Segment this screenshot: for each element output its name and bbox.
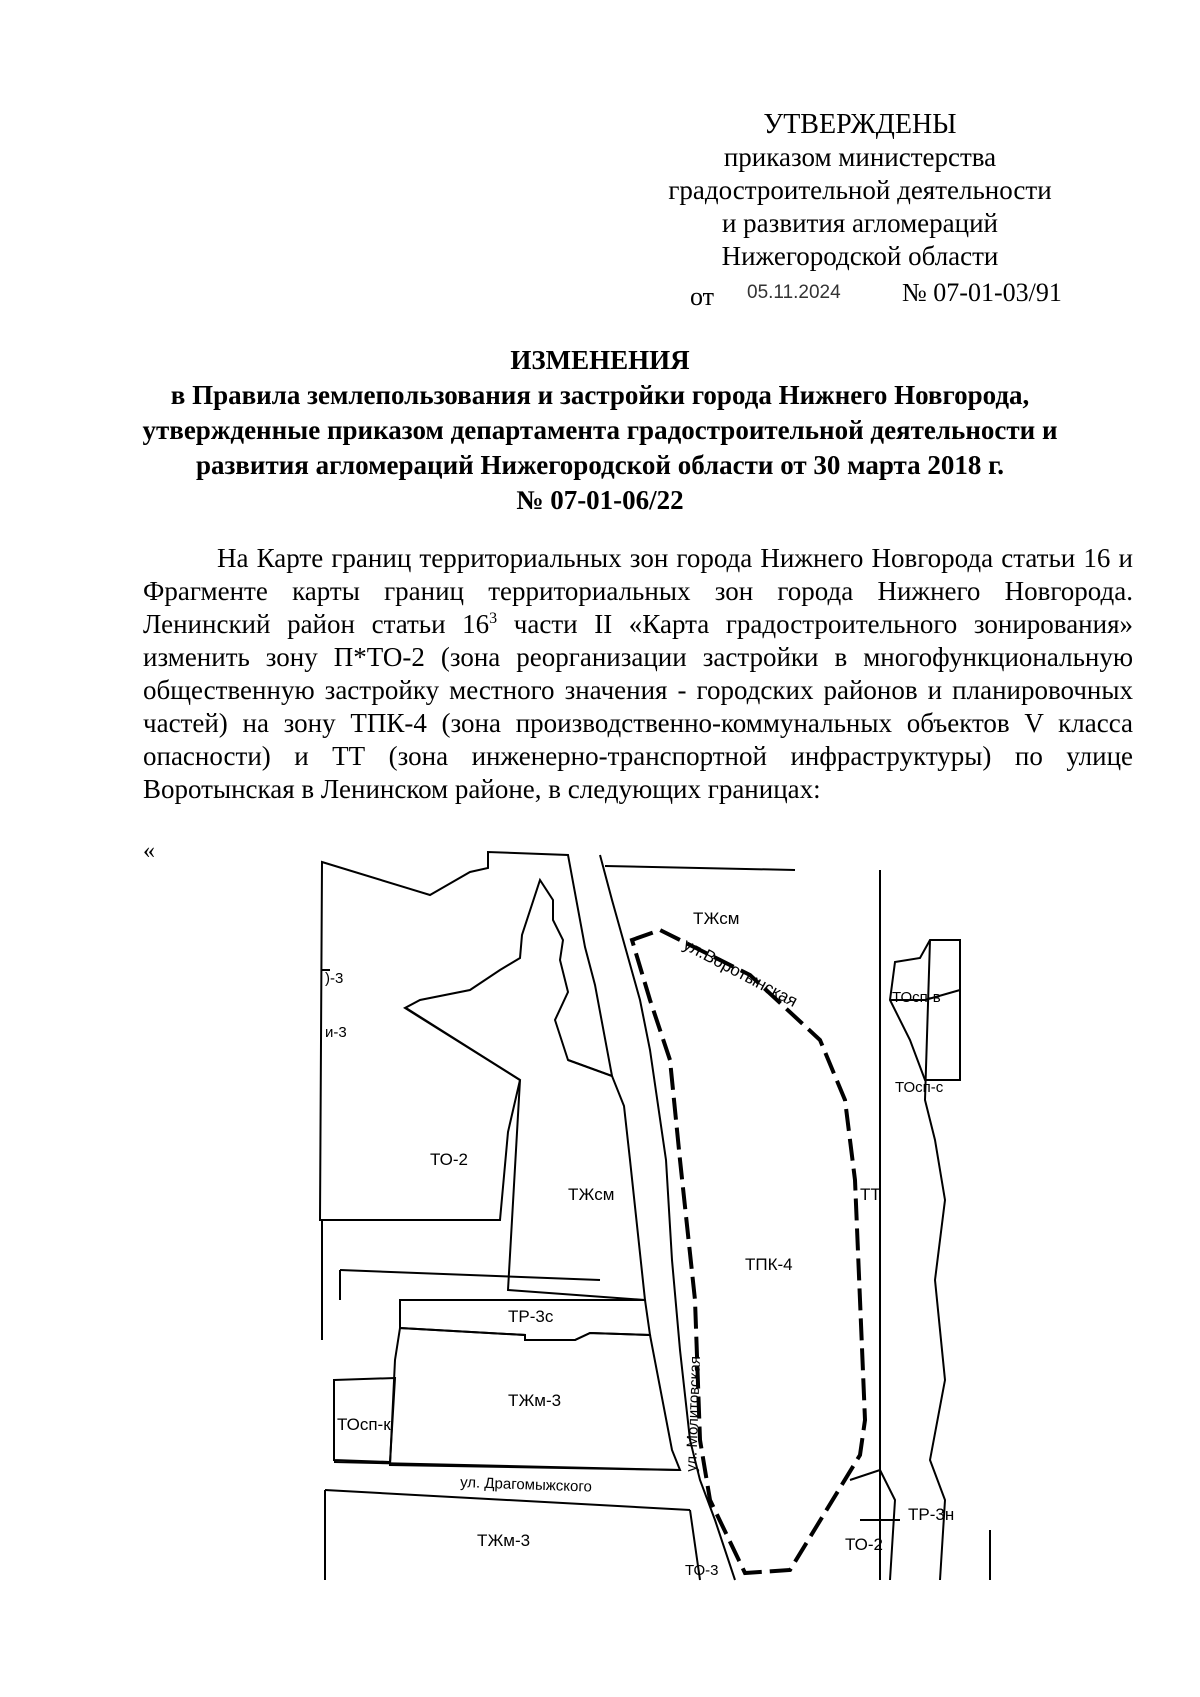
document-title: ИЗМЕНЕНИЯ <box>510 345 690 375</box>
heading-line: развития агломераций Нижегородской области от 30 марта 2018 г. <box>195 450 1005 480</box>
boundary-tosp-v <box>890 940 960 1080</box>
label-tzhsm-top: ТЖсм <box>693 909 740 928</box>
label-tosp-s: ТОсп-с <box>895 1079 944 1096</box>
label-tosp-k: ТОсп-к <box>337 1415 391 1434</box>
label-to2-bottom: ТО-2 <box>845 1535 883 1554</box>
heading-line: утвержденные приказом департамента градостроительной деятельности и <box>142 415 1058 445</box>
street-label-vorotynskaya: ул.Воротынская <box>680 934 801 1011</box>
label-tr3n: ТР-3н <box>908 1505 955 1524</box>
from-label: от <box>690 282 715 311</box>
zone-boundaries <box>320 852 990 1580</box>
label-tpk4: ТПК-4 <box>745 1255 793 1274</box>
label-tt: ТТ <box>860 1185 881 1204</box>
order-number: № 07-01-03/91 <box>902 278 1062 307</box>
body-text-part2: части II «Карта градостроительного зонирования» изменить зону П*ТО-2 (зона реорганизации застройки в многофункциональную общественную застройку местного значения - городских районов и планировочных частей) на зону ТПК-4 (зона производственно-коммунальных объектов V класса опасности) и ТТ (зона инженерно-транспортной инфраструктуры) по улице Воротынская в Ленинском районе, в следующих границах: <box>143 609 1133 804</box>
street-label-dragomyzhskogo: ул. Драгомыжского <box>459 1474 593 1496</box>
order-date: 05.11.2024 <box>747 282 841 303</box>
approval-line: Нижегородской области <box>721 241 999 271</box>
label-left-edge-2: и-3 <box>325 1024 347 1041</box>
boundary-tzhsm-mid <box>508 1060 645 1300</box>
label-left-edge-1: )-3 <box>325 970 344 987</box>
label-to2-left: ТО-2 <box>430 1150 468 1169</box>
label-tr3s: ТР-3с <box>508 1307 554 1326</box>
tpk4-dashed-boundary <box>632 930 865 1573</box>
approval-title: УТВЕРЖДЕНЫ <box>763 109 957 140</box>
article-superscript: 3 <box>489 610 498 627</box>
label-tzhm3-bottom: ТЖм-3 <box>477 1531 531 1550</box>
approval-line: и развития агломераций <box>721 208 998 238</box>
boundary-to2-bottom <box>850 1470 895 1580</box>
heading-line: в Правила землепользования и застройки города Нижнего Новгорода, <box>170 380 1030 410</box>
label-tosp-v: ТОсп-в <box>892 989 941 1006</box>
approval-line: приказом министерства <box>723 142 997 172</box>
heading-line: № 07-01-06/22 <box>516 485 684 515</box>
label-to3-bottom: ТО-3 <box>685 1562 719 1579</box>
opening-quote: « <box>143 838 155 864</box>
label-tzhm3-mid: ТЖм-3 <box>508 1391 562 1410</box>
body-text-part1: На Карте границ территориальных зон города Нижнего Новгорода статьи 16 и Фрагменте карты границ территориальных зон города Нижнего Новгорода. Ленинский район статьи 16 <box>143 543 1133 639</box>
approval-line: градостроительной деятельности <box>668 175 1052 205</box>
label-tzhsm-mid: ТЖсм <box>568 1185 615 1204</box>
street-label-molitovskaya: ул. Молитовская <box>683 1355 705 1473</box>
